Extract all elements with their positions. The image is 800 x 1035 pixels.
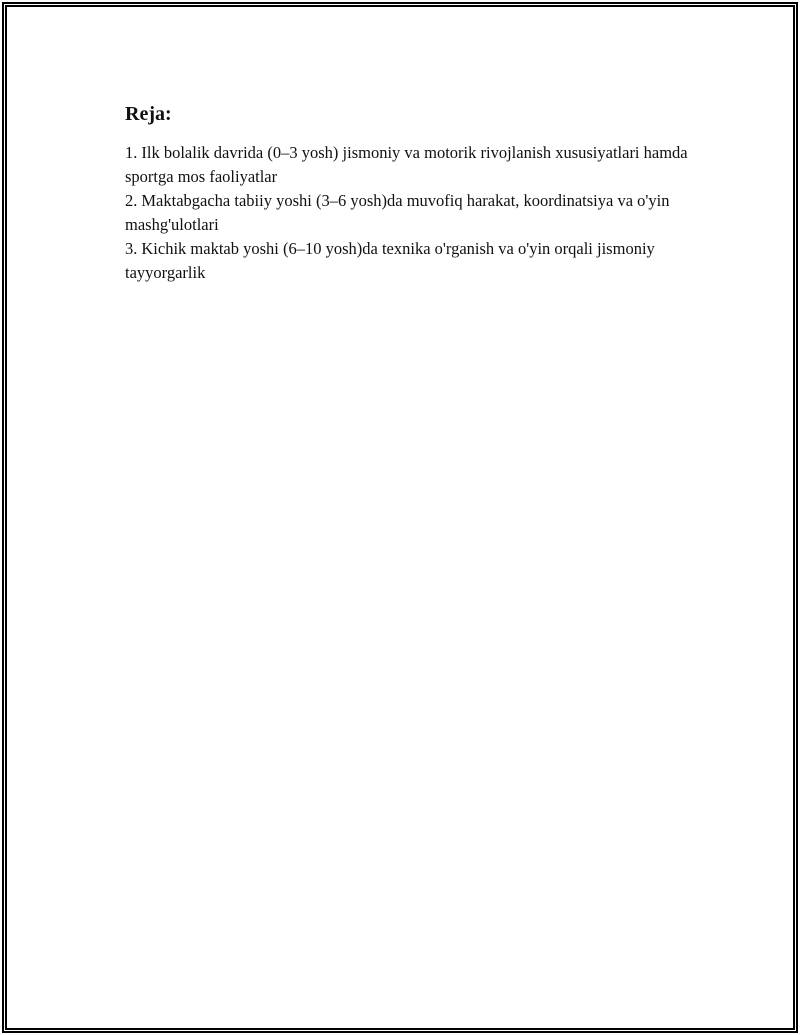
plan-item-text: Kichik maktab yoshi (6–10 yosh)da texnika o'rganish va o'yin orqali jismoniy tayyorgarlik	[125, 239, 655, 282]
plan-heading: Reja:	[125, 103, 172, 125]
plan-list	[125, 141, 705, 285]
plan-item-3	[125, 237, 705, 285]
plan-item-number: 3.	[125, 239, 138, 258]
plan-item-number: 1.	[125, 143, 138, 162]
plan-item-text: Maktabgacha tabiiy yoshi (3–6 yosh)da muvofiq harakat, koordinatsiya va o'yin mashg'ulotlari	[125, 191, 670, 234]
plan-item-text: Ilk bolalik davrida (0–3 yosh) jismoniy va motorik rivojlanish xususiyatlari hamda sportga mos faoliyatlar	[125, 143, 688, 186]
plan-item-1	[125, 141, 705, 189]
page-border	[2, 2, 798, 1033]
plan-item-2	[125, 189, 705, 237]
plan-item-number: 2.	[125, 191, 138, 210]
document-body	[125, 101, 705, 285]
